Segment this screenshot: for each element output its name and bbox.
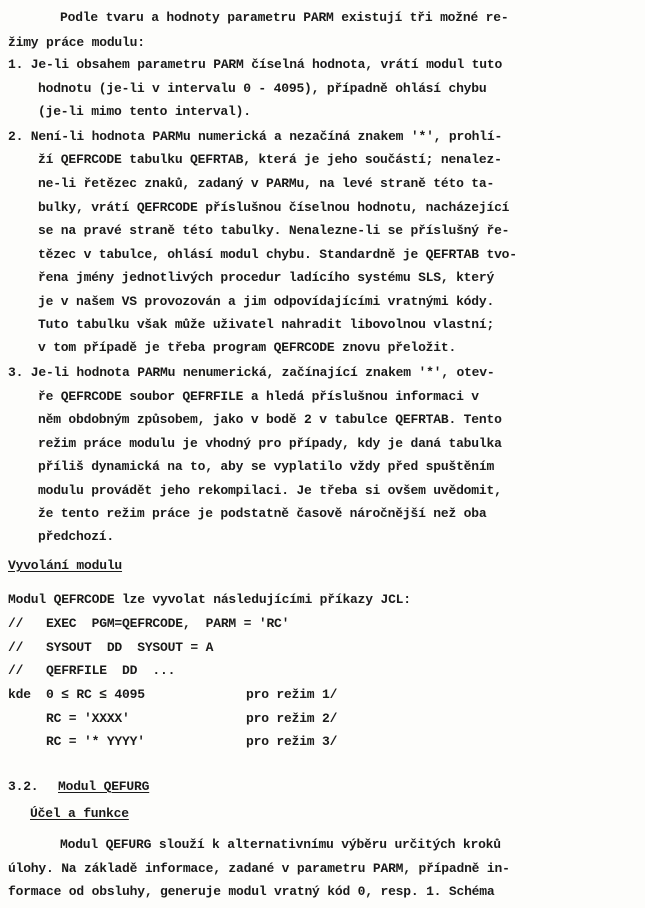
section-title: Modul QEFURG — [58, 779, 150, 794]
mode2-line-8: je v našem VS provozován a jim odpovídajícími vratnými kódy. — [38, 294, 495, 309]
jcl-line-1: // EXEC PGM=QEFRCODE, PARM = 'RC' — [8, 616, 290, 631]
purpose-line-2: úlohy. Na základě informace, zadané v parametru PARM, případně in- — [8, 861, 510, 876]
where-lhs-2: RC = 'XXXX' — [8, 711, 130, 726]
mode3-line-1: 3. Je-li hodnota PARMu nenumerická, začínající znakem '*', otev- — [8, 365, 495, 380]
mode1-line-3: (je-li mimo tento interval). — [38, 104, 251, 119]
purpose-line-1: Modul QEFURG slouží k alternativnímu výběru určitých kroků — [60, 837, 501, 852]
mode3-line-7: že tento režim práce je podstatně časově náročnější než oba — [38, 506, 487, 521]
mode2-line-6: tězec v tabulce, ohlásí modul chybu. Standardně je QEFRTAB tvo- — [38, 247, 517, 262]
invocation-intro: Modul QEFRCODE lze vyvolat následujícími příkazy JCL: — [8, 592, 411, 607]
mode2-line-9: Tuto tabulku však může uživatel nahradit libovolnou vlastní; — [38, 317, 495, 332]
where-lhs-3: RC = '* YYYY' — [8, 734, 145, 749]
mode2-line-4: bulky, vrátí QEFRCODE příslušnou číselnou hodnotu, nacházející — [38, 200, 510, 215]
intro-line-2: žimy práce modulu: — [8, 35, 145, 50]
mode1-line-2: hodnotu (je-li v intervalu 0 - 4095), případně ohlásí chybu — [38, 81, 487, 96]
where-rhs-3: pro režim 3/ — [246, 734, 338, 749]
mode2-line-5: se na pravé straně této tabulky. Nenalezne-li se příslušný ře- — [38, 223, 510, 238]
purpose-heading: Účel a funkce — [30, 806, 129, 821]
mode3-line-2: ře QEFRCODE soubor QEFRFILE a hledá příslušnou informaci v — [38, 389, 479, 404]
mode3-line-4: režim práce modulu je vhodný pro případy, kdy je daná tabulka — [38, 436, 502, 451]
jcl-line-2: // SYSOUT DD SYSOUT = A — [8, 640, 214, 655]
mode2-line-2: ží QEFRCODE tabulku QEFRTAB, která je jeho součástí; nenalez- — [38, 152, 502, 167]
where-rhs-2: pro režim 2/ — [246, 711, 338, 726]
intro-line-1: Podle tvaru a hodnoty parametru PARM existují tři možné re- — [60, 10, 509, 25]
mode3-line-3: něm obdobným způsobem, jako v bodě 2 v tabulce QEFRTAB. Tento — [38, 412, 502, 427]
where-lhs-1: kde 0 ≤ RC ≤ 4095 — [8, 687, 145, 702]
purpose-line-3: formace od obsluhy, generuje modul vratný kód 0, resp. 1. Schéma — [8, 884, 495, 899]
mode2-line-3: ne-li řetězec znaků, zadaný v PARMu, na levé straně této ta- — [38, 176, 495, 191]
mode2-line-1: 2. Není-li hodnota PARMu numerická a nezačíná znakem '*', prohlí- — [8, 129, 503, 144]
mode3-line-8: předchozí. — [38, 529, 115, 544]
where-rhs-1: pro režim 1/ — [246, 687, 338, 702]
section-number: 3.2. — [8, 779, 39, 794]
jcl-line-3: // QEFRFILE DD ... — [8, 663, 176, 678]
mode2-line-10: v tom případě je třeba program QEFRCODE znovu přeložit. — [38, 340, 457, 355]
mode3-line-6: modulu provádět jeho rekompilaci. Je třeba si ovšem uvědomit, — [38, 483, 502, 498]
mode1-line-1: 1. Je-li obsahem parametru PARM číselná hodnota, vrátí modul tuto — [8, 57, 503, 72]
mode2-line-7: řena jmény jednotlivých procedur ladícího systému SLS, který — [38, 270, 495, 285]
mode3-line-5: příliš dynamická na to, aby se vyplatilo vždy před spuštěním — [38, 459, 495, 474]
invocation-heading: Vyvolání modulu — [8, 558, 123, 573]
